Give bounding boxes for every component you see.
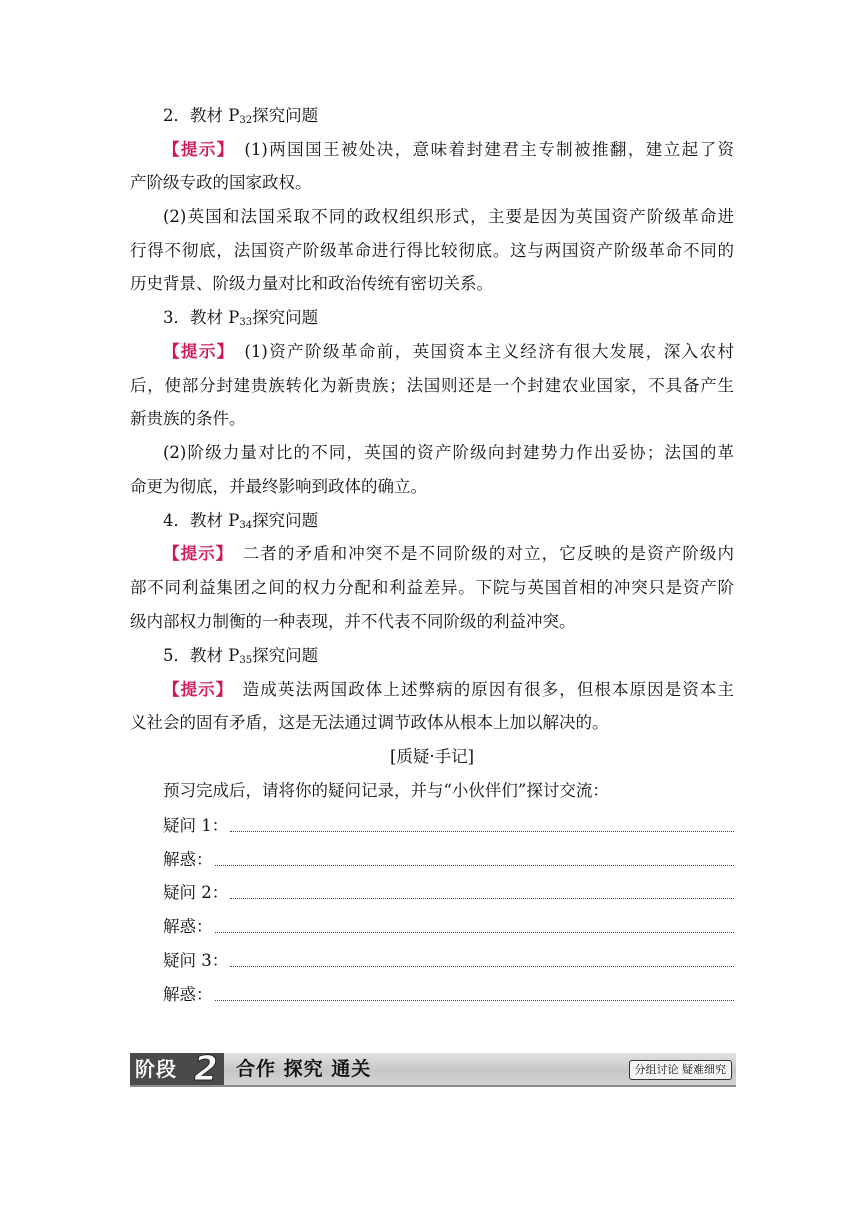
notes-intro: 预习完成后，请将你的疑问记录，并与“小伙伴们”探讨交流： <box>163 781 609 800</box>
note-label: 解惑： <box>163 917 213 936</box>
question-2-field[interactable] <box>163 881 734 903</box>
note-label: 疑问 2： <box>163 883 229 902</box>
stage-label: 阶段 <box>135 1057 177 1081</box>
answer-2-field[interactable] <box>163 915 734 937</box>
dotted-line <box>215 865 735 866</box>
section-3-line-2: 后，使部分封建贵族转化为新贵族；法国则还是一个封建农业国家，不具备产生 <box>130 376 734 395</box>
answer-3-field[interactable] <box>163 983 734 1005</box>
stage-tagline-badge: 分组讨论 疑难细究 <box>629 1060 733 1080</box>
dotted-line <box>230 966 734 967</box>
hint-tag: 【提示】 <box>163 680 226 699</box>
section-3-para2-line-1: (2)阶级力量对比的不同，英国的资产阶级向封建势力作出妥协；法国的革 <box>163 443 734 462</box>
section-4-line-1: 【提示】 二者的矛盾和冲突不是不同阶级的对立，它反映的是资产阶级内 <box>163 544 734 563</box>
section-4-line-3: 级内部权力制衡的一种表现，并不代表不同阶级的利益冲突。 <box>130 612 576 631</box>
section-2-para2-line-2: 行得不彻底，法国资产阶级革命进行得比较彻底。这与两国资产阶级革命不同的 <box>130 241 734 260</box>
dotted-line <box>215 1000 735 1001</box>
stage-banner <box>130 1049 736 1089</box>
section-5-line-1: 【提示】 造成英法两国政体上述弊病的原因有很多，但根本原因是资本主 <box>163 680 734 699</box>
hint-tag: 【提示】 <box>163 544 226 563</box>
section-2-line-1: 【提示】 (1)两国国王被处决，意味着封建君主专制被推翻，建立起了资 <box>163 140 735 159</box>
stage-label-block <box>130 1049 224 1089</box>
dotted-line <box>215 932 735 933</box>
question-1-field[interactable] <box>163 814 734 836</box>
section-2-line-2: 产阶级专政的国家政权。 <box>130 173 312 192</box>
section-3-heading: 3．教材 $P_{33}$探究问题 <box>163 308 319 328</box>
section-3-para2-line-2: 命更为彻底，并最终影响到政体的确立。 <box>130 477 427 496</box>
section-3-line-3: 新贵族的条件。 <box>130 409 246 428</box>
note-label: 解惑： <box>163 985 213 1004</box>
notes-title: [质疑·手记] <box>389 747 475 766</box>
hint-tag: 【提示】 <box>163 140 227 159</box>
hint-tag: 【提示】 <box>163 342 227 361</box>
section-2-para2-line-3: 历史背景、阶级力量对比和政治传统有密切关系。 <box>130 274 493 293</box>
question-3-field[interactable] <box>163 949 734 971</box>
note-label: 解惑： <box>163 850 213 869</box>
dotted-line <box>230 898 734 899</box>
section-3-line-1: 【提示】 (1)资产阶级革命前，英国资本主义经济有很大发展，深入农村 <box>163 342 735 361</box>
section-5-heading: 5．教材 $P_{35}$探究问题 <box>163 646 319 666</box>
dotted-line <box>230 831 734 832</box>
section-number: 2 <box>163 106 174 125</box>
note-label: 疑问 3： <box>163 951 229 970</box>
section-2-heading: 2．教材 $P_{32}$探究问题 <box>163 106 319 126</box>
section-5-line-2: 义社会的固有矛盾，这是无法通过调节政体从根本上加以解决的。 <box>130 713 609 732</box>
note-label: 疑问 1： <box>163 816 229 835</box>
section-4-line-2: 部不同利益集团之间的权力分配和利益差异。下院与英国首相的冲突只是资产阶 <box>130 578 734 597</box>
section-4-heading: 4．教材 $P_{34}$探究问题 <box>163 511 319 531</box>
answer-1-field[interactable] <box>163 848 734 870</box>
stage-number: 2 <box>194 1049 218 1089</box>
section-2-para2-line-1: (2)英国和法国采取不同的政权组织形式，主要是因为英国资产阶级革命进 <box>163 207 734 226</box>
stage-title: 合作 探究 通关 <box>236 1058 372 1080</box>
